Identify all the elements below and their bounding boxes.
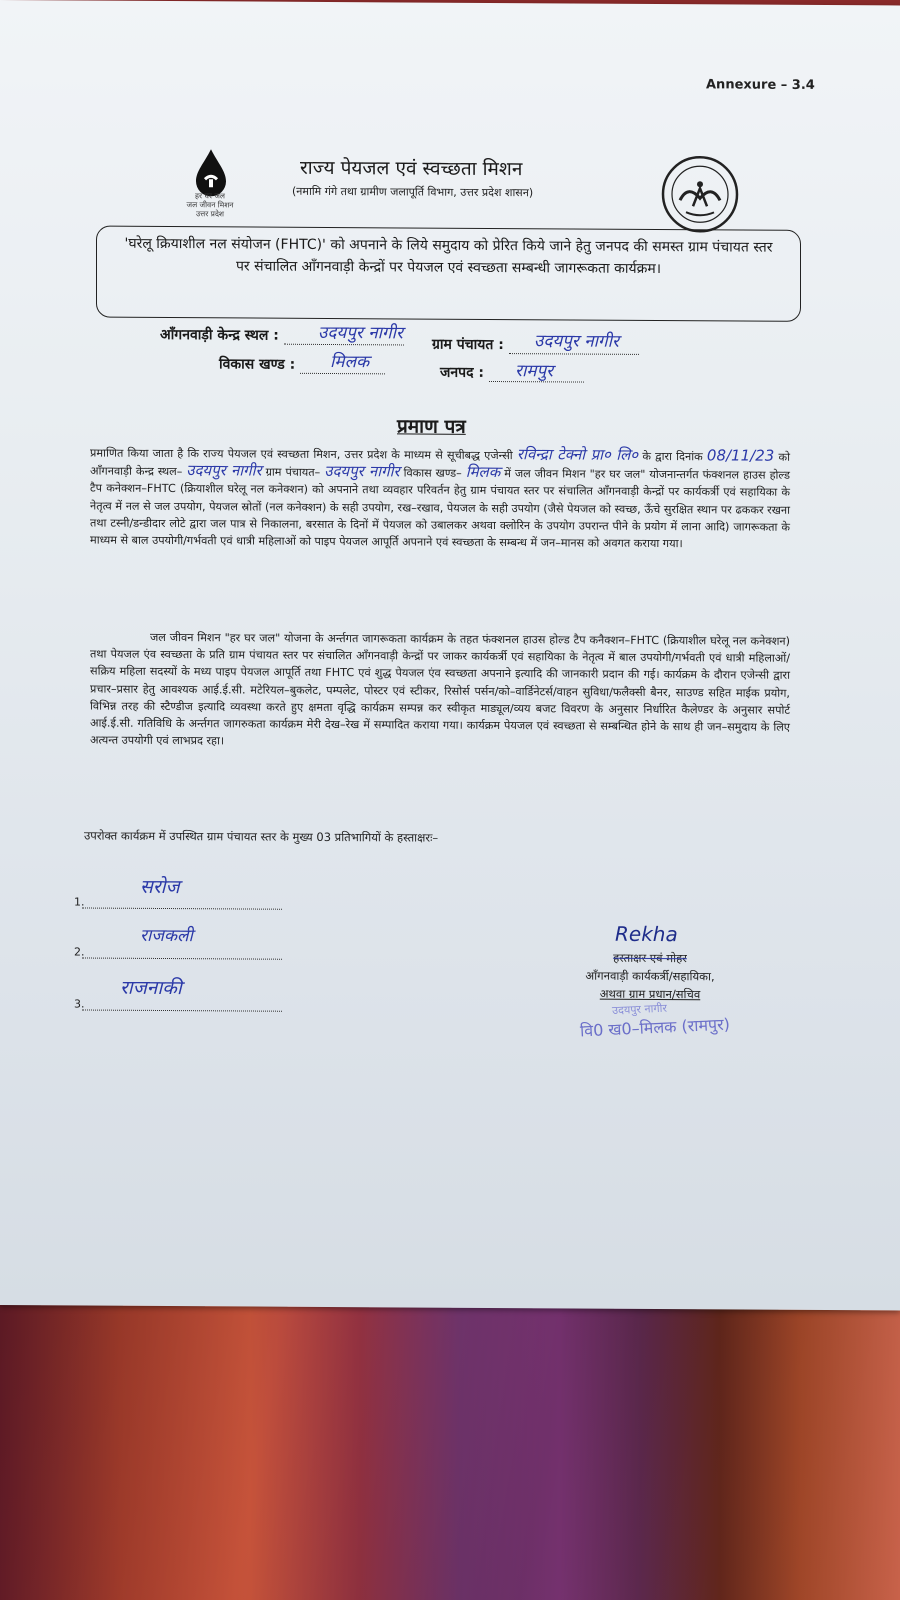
panchayat-value: उदयपुर नागीर (534, 331, 619, 352)
up-government-seal-icon (660, 154, 740, 234)
participant-name-3: राजनाकी (120, 976, 182, 1000)
background-fabric (0, 1300, 900, 1600)
participant-signature-3: 3. (74, 997, 282, 1011)
stamp-text-centre: उदयपुर नागीर (611, 1001, 668, 1018)
mission-title: राज्य पेयजल एवं स्वच्छता मिशन (300, 156, 523, 181)
district-value: रामपुर (515, 361, 554, 382)
participant-name-2: राजकली (140, 925, 193, 947)
official-label-pradhan: अथवा ग्राम प्रधान/सचिव (599, 986, 701, 1002)
official-signature: Rekha (615, 921, 678, 947)
panchayat-inline-value: उदयपुर नागीर (324, 462, 400, 481)
block-value: मिलक (330, 352, 370, 373)
official-label-sign-seal: हस्ताक्षर एवं मोहर (613, 950, 687, 966)
certificate-title: प्रमाण पत्र (397, 415, 466, 438)
official-signature-block (550, 948, 750, 1003)
annexure-label: Annexure – 3.4 (706, 77, 815, 93)
district-field (440, 363, 584, 383)
participant-signature-1: 1. (74, 895, 282, 909)
certificate-paragraph-1: प्रमाणित किया जाता है कि राज्य पेयजल एवं स्वच्छता मिशन, उत्तर प्रदेश के माध्यम से सूचीबद्ध एजेन्सी रविन्द्रा टेक्नो प्रा० लि० के द्वारा दिनांक 08/11/23 को आँगनवाड़ी केन्द्र स्थल– उदयपुर नागीर ग्राम पंचायत– उदयपुर नागीर विकास खण्ड– मिलक में जल जीवन मिशन "हर घर जल" योजनान्तर्गत फंक्शनल हाउस होल्ड टैप कनेक्शन–FHTC (क्रियाशील घरेलू नल कनेक्शन) को अपनाने तथा व्यवहार परिवर्तन हेतु ग्राम पंचायत स्तर पर संचालित आँगनवाड़ी केन्द्रों पर कार्यकर्त्री एवं सहायिका के नेतृत्व में नल से जल उपयोग, पेयजल स्रोतों (नल कनेक्शन) के सही उपयोग, रख–रखाव, पेयजल के सही उपयोग (जैसे पेयजल को स्वच्छ, ऊँचे सुरक्षित स्थान पर ढककर रखना तथा टस्नी/डन्डीदार लोटे द्वारा जल पात्र से निकालना, बरसात के दिनों में पेयजल को उबालकर अथवा क्लोरिन के उपयोग उपरान्त पीने के प्रयोग में लाना आदि) जागरूकता के माध्यम से बाल उपयोगी/गर्भवती एवं धात्री महिलाओं को पाइप पेयजल आपूर्ति अपनाने एवं स्वच्छता के सम्बन्ध में जन–मानस को अवगत कराया गया। (90, 445, 790, 551)
participant-signature-2: 2. (74, 945, 282, 959)
program-title-box: 'घरेलू क्रियाशील नल संयोजन (FHTC)' को अपनाने के लिये समुदाय को प्रेरित किये जाने हेतु जनपद की समस्त ग्राम पंचायत स्तर पर संचालित आँगनवाड़ी केन्द्रों पर पेयजल एवं स्वच्छता सम्बन्धी जागरूकता कार्यक्रम। (96, 226, 801, 322)
centre-inline-value: उदयपुर नागीर (186, 461, 262, 480)
stamp-text-block: वि0 ख0–मिलक (रामपुर) (579, 1014, 731, 1041)
participant-name-1: सरोज (140, 875, 180, 899)
block-label: विकास खण्ड : (219, 356, 296, 373)
centre-label: आँगनवाड़ी केन्द्र स्थल : (160, 326, 279, 344)
participants-intro: उपरोक्त कार्यक्रम में उपस्थित ग्राम पंचायत स्तर के मुख्य 03 प्रतिभागियों के हस्ताक्षरः– (84, 828, 439, 845)
district-label: जनपद : (440, 364, 485, 381)
certificate-paragraph-2: जल जीवन मिशन "हर घर जल" योजना के अर्न्तगत जागरूकता कार्यक्रम के तहत फंक्शनल हाउस होल्ड टैप कनैक्शन–FHTC (क्रियाशील घरेलू नल कनेक्शन) तथा पेयजल एंव स्वच्छता के प्रति ग्राम पंचायत स्तर पर संचालित आँगनवाड़ी केन्द्रों पर जाकर कार्यकर्त्री एवं सहायिका के नेतृत्व में बाल उपयोगी/गर्भवती एवं धात्री महिलाओं/सक्रिय महिला सदस्यों के मध्य पाइप पेयजल आपूर्ति तथा FHTC एवं शुद्ध पेयजल एंव स्वच्छता अपनाने इत्यादि की जानकारी प्रदान की गई। कार्यक्रम के दौरान एजेन्सी द्वारा प्रचार–प्रसार हेतु आवश्यक आई.ई.सी. मटेरियल–बुकलेट, पम्पलेट, पोस्टर एवं स्टीकर, रिसोर्स पर्सन/को–वार्डिनेटर्स/वाहन सुविधा/फलैक्सी बैनर, साउण्ड सहित माईक प्रयोग, विभिन्न तरह की स्टैण्डीज इत्यादि व्यवस्था करते हुए क्षमता वृद्धि कार्यक्रम सम्पन्न कर स्वीकृत माड्यूल/व्यय बजट विवरण के अनुसार निर्धारित कैलेण्डर के अनुसार सपोर्ट आई.ई.सी. गतिविधि के अर्न्तगत जागरुकता कार्यक्रम मेरी देख–रेख में सम्पादित कराया गया। कार्यक्रम पेयजल एवं स्वच्छता से सम्बन्धित होने के साथ ही जन–समुदाय के लिए अत्यन्त उपयोगी एवं लाभप्रद रहा। (90, 630, 790, 748)
official-label-worker: आँगनवाड़ी कार्यकर्त्री/सहायिका, (585, 968, 715, 984)
mission-subtitle: (नमामि गंगे तथा ग्रामीण जलापूर्ति विभाग, उत्तर प्रदेश शासन) (292, 184, 534, 200)
panchayat-label: ग्राम पंचायत : (432, 336, 504, 354)
agency-value: रविन्द्रा टेक्नो प्रा० लि० (516, 445, 639, 464)
centre-value: उदयपुर नागीर (318, 322, 403, 344)
date-value: 08/11/23 (706, 446, 775, 465)
block-inline-value: मिलक (465, 463, 501, 482)
left-logo-caption: हर घर जल जल जीवन मिशन उत्तर प्रदेश (186, 191, 234, 219)
